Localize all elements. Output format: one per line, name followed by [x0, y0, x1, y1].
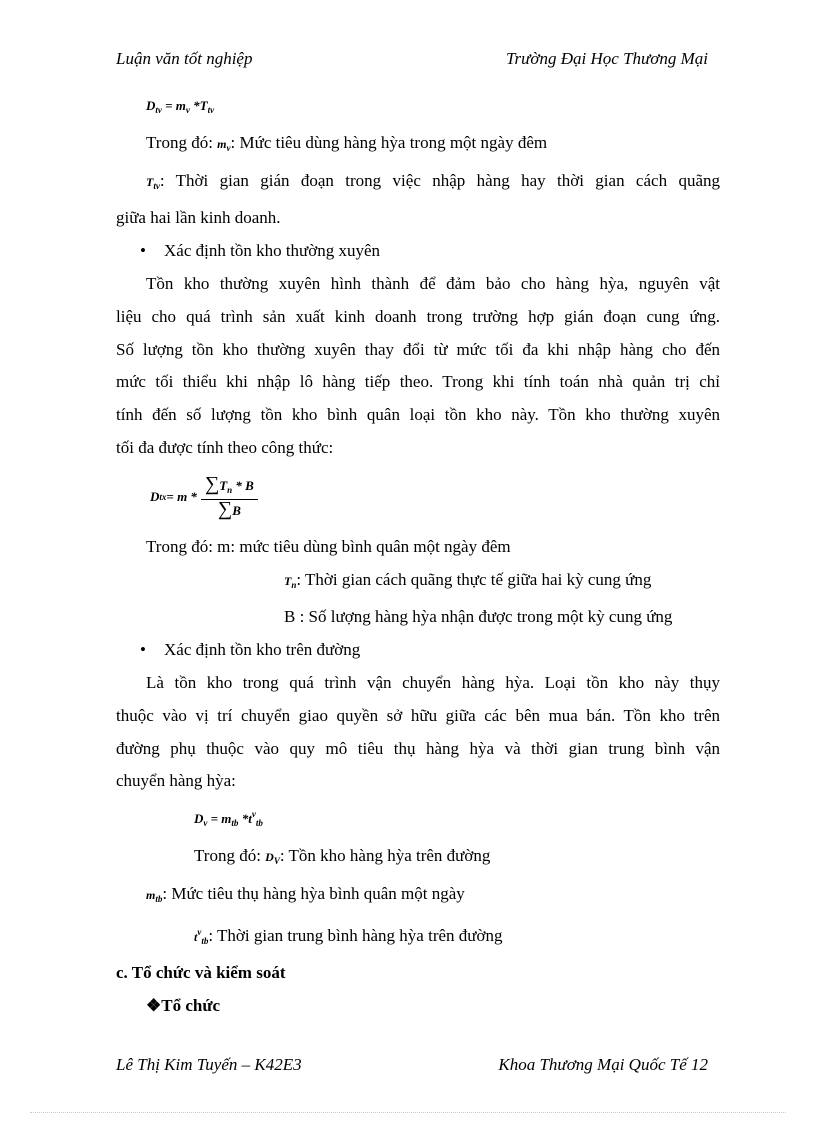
definition-ttb: $t^v_{tb}$: Thời gian trung bình hàng hỳa trên đường — [194, 925, 503, 946]
page-edge-divider — [30, 1112, 786, 1113]
definition-dv: Trong đó: $D_V$: Tồn kho hàng hỳa trên đường — [194, 845, 491, 866]
paragraph-line: chuyển hàng hỳa: — [116, 771, 236, 791]
header-right: Trường Đại Học Thương Mại — [506, 49, 708, 68]
page-body — [116, 90, 720, 1023]
symbol-dv: $D_V$ — [265, 849, 280, 866]
diamond-icon: ❖ — [146, 996, 162, 1016]
bullet-icon: • — [140, 640, 146, 660]
fraction: $\frac{\sum T_n * B}{\sum B}$ — [201, 475, 258, 520]
paragraph-line: Là tồn kho trong quá trình vận chuyển hàng hỳa. Loại tồn kho này thụy — [146, 672, 720, 692]
paragraph-line: mức tối thiểu khi nhập lô hàng tiếp theo. Trong khi tính toán nhà quản trị chỉ — [116, 372, 720, 392]
page-header — [116, 49, 708, 69]
paragraph-line: thuộc vào vị trí chuyển giao quyền sở hữu giữa các bên mua bán. Tồn kho trên — [116, 705, 720, 725]
formula-dtx: D tx = m * $\frac{\sum T_n * B}{\sum B}$ — [116, 465, 720, 531]
page-number: 12 — [691, 1055, 708, 1074]
page-footer — [116, 1055, 708, 1075]
bullet-icon: • — [140, 241, 146, 261]
symbol-ttb: $t^v_{tb}$ — [194, 926, 209, 946]
definition-tn: $T_n$: Thời gian cách quãng thực tế giữa hai kỳ cung ứng — [284, 569, 652, 590]
bullet-item: • Xác định tồn kho trên đường — [116, 634, 720, 667]
paragraph-line: đường phụ thuộc vào quy mô tiêu thụ hàng hỳa và thời gian trung bình vận — [116, 738, 720, 758]
definition-mv: Trong đó: $m_v$: Mức tiêu dùng hàng hỳa trong một ngày đêm — [146, 132, 548, 153]
formula-dtv: $D_{tv} = m_v$ $*T_{tv}$ — [146, 98, 215, 115]
definition-mtb: $m_{tb}$: Mức tiêu thụ hàng hỳa bình quân một ngày — [146, 883, 465, 904]
paragraph-line: Số lượng tồn kho thường xuyên thay đổi từ mức tối đa khi nhập hàng cho đến — [116, 339, 720, 359]
section-heading: c. Tổ chức và kiểm soát — [116, 963, 286, 983]
paragraph-line: tính đến số lượng tồn kho bình quân loại tồn kho này. Tồn kho thường xuyên — [116, 405, 720, 425]
paragraph-line: B : Số lượng hàng hỳa nhận được trong một kỳ cung ứng — [284, 607, 673, 627]
paragraph-line: Tồn kho thường xuyên hình thành để đảm bảo cho hàng hỳa, nguyên vật — [146, 273, 720, 293]
symbol-mv: $m_v$ — [217, 136, 231, 153]
symbol-mtb: $m_{tb}$ — [146, 887, 163, 904]
formula-dv: $D_v = m_{tb}$ $*t^v_{tb}$ — [194, 809, 263, 829]
footer-right: Khoa Thương Mại Quốc Tế — [498, 1055, 687, 1074]
paragraph-line: tối đa được tính theo công thức: — [116, 437, 334, 457]
definition-ttv: $T_{tv}$: Thời gian gián đoạn trong việc nhập hàng hay thời gian cách quãng — [146, 170, 720, 191]
header-left: Luận văn tốt nghiệp — [116, 49, 253, 68]
footer-left: Lê Thị Kim Tuyến – K42E3 — [116, 1055, 302, 1074]
symbol-tn: $T_n$ — [284, 573, 297, 590]
subsection-heading: ❖Tổ chức — [146, 996, 221, 1016]
symbol-ttv: $T_{tv}$ — [146, 174, 160, 191]
paragraph-line: liệu cho quá trình sản xuất kinh doanh trong trường hợp gián đoạn cung ứng. — [116, 306, 720, 326]
paragraph-line: Trong đó: m: mức tiêu dùng bình quân một ngày đêm — [146, 536, 511, 556]
bullet-item: • Xác định tồn kho thường xuyên — [116, 235, 720, 268]
paragraph-line: giữa hai lần kinh doanh. — [116, 208, 281, 228]
